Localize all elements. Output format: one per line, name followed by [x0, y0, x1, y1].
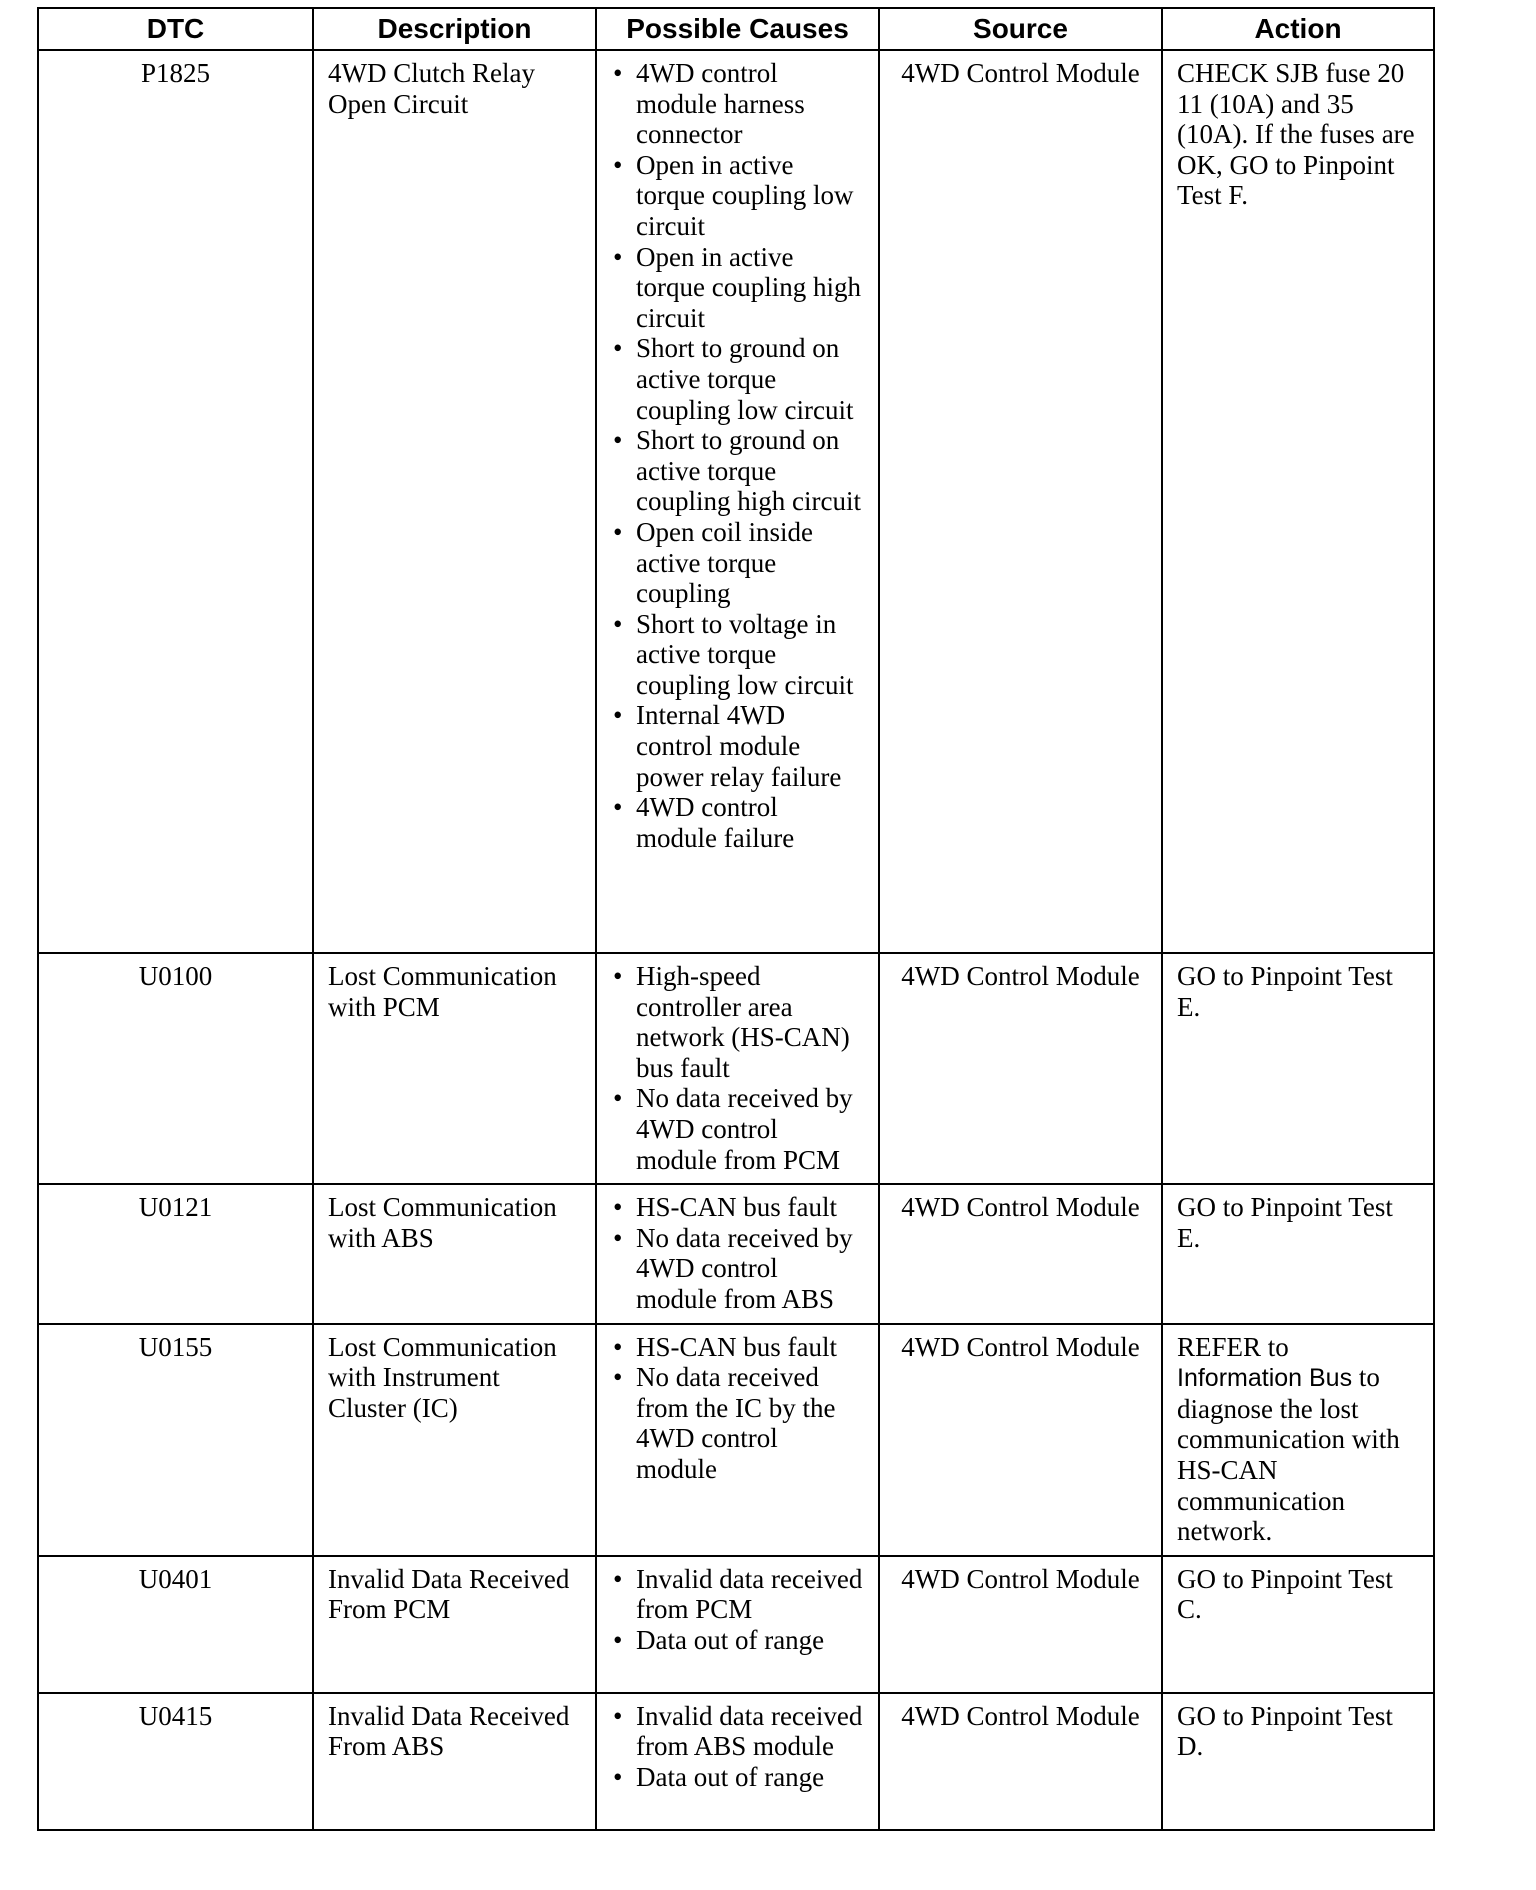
dtc-action: GO to Pinpoint Test E. — [1162, 953, 1434, 1184]
dtc-source: 4WD Control Module — [879, 1693, 1162, 1830]
dtc-action: GO to Pinpoint Test E. — [1162, 1184, 1434, 1323]
dtc-source: 4WD Control Module — [879, 1184, 1162, 1323]
cause-item: • Open in active torque coupling high circuit — [611, 242, 864, 334]
possible-causes — [596, 1556, 879, 1693]
dtc-code: P1825 — [38, 50, 313, 953]
dtc-table — [37, 7, 1435, 1831]
cause-item: • HS-CAN bus fault — [611, 1192, 864, 1223]
cause-item: • Invalid data received from PCM — [611, 1564, 864, 1625]
dtc-description: Lost Communication with Instrument Cluster (IC) — [313, 1324, 596, 1556]
possible-causes — [596, 953, 879, 1184]
cause-item: • 4WD control module harness connector — [611, 58, 864, 150]
table-row — [38, 1184, 1434, 1323]
header-dtc: DTC — [38, 8, 313, 50]
dtc-description: Invalid Data Received From PCM — [313, 1556, 596, 1693]
table-row — [38, 1556, 1434, 1693]
table-row — [38, 1693, 1434, 1830]
dtc-source: 4WD Control Module — [879, 1324, 1162, 1556]
cause-item: • No data received by 4WD control module from ABS — [611, 1223, 864, 1315]
dtc-source: 4WD Control Module — [879, 1556, 1162, 1693]
dtc-code: U0401 — [38, 1556, 313, 1693]
header-description: Description — [313, 8, 596, 50]
dtc-source: 4WD Control Module — [879, 50, 1162, 953]
dtc-action: CHECK SJB fuse 20 11 (10A) and 35 (10A). If the fuses are OK, GO to Pinpoint Test F. — [1162, 50, 1434, 953]
cause-item: • No data received from the IC by the 4WD control module — [611, 1362, 864, 1484]
possible-causes — [596, 1324, 879, 1556]
table-row — [38, 50, 1434, 953]
cause-item: • High-speed controller area network (HS-CAN) bus fault — [611, 961, 864, 1083]
dtc-description: Invalid Data Received From ABS — [313, 1693, 596, 1830]
cause-item: • Data out of range — [611, 1762, 864, 1793]
cause-item: • Short to voltage in active torque coupling low circuit — [611, 609, 864, 701]
dtc-action: GO to Pinpoint Test D. — [1162, 1693, 1434, 1830]
dtc-code: U0415 — [38, 1693, 313, 1830]
header-row — [38, 8, 1434, 50]
cause-item: • Data out of range — [611, 1625, 864, 1656]
header-action: Action — [1162, 8, 1434, 50]
dtc-action — [1162, 1324, 1434, 1556]
table-row — [38, 953, 1434, 1184]
dtc-description: Lost Communication with ABS — [313, 1184, 596, 1323]
cause-item: • 4WD control module failure — [611, 792, 864, 853]
cause-item: • Open coil inside active torque coupling — [611, 517, 864, 609]
possible-causes — [596, 50, 879, 953]
dtc-description: Lost Communication with PCM — [313, 953, 596, 1184]
dtc-description: 4WD Clutch Relay Open Circuit — [313, 50, 596, 953]
cause-item: • Short to ground on active torque coupling low circuit — [611, 333, 864, 425]
action-text: REFER to — [1177, 1331, 1289, 1362]
cause-item: • Open in active torque coupling low circuit — [611, 150, 864, 242]
possible-causes — [596, 1693, 879, 1830]
information-bus-link[interactable]: Information Bus — [1177, 1364, 1353, 1393]
cause-item: • Short to ground on active torque coupling high circuit — [611, 425, 864, 517]
possible-causes — [596, 1184, 879, 1323]
cause-item: • Internal 4WD control module power relay failure — [611, 700, 864, 792]
dtc-code: U0155 — [38, 1324, 313, 1556]
dtc-action: GO to Pinpoint Test C. — [1162, 1556, 1434, 1693]
cause-item: • No data received by 4WD control module from PCM — [611, 1083, 864, 1175]
table-row — [38, 1324, 1434, 1556]
action-text: to diagnose the lost communication with HS-CAN communication network. — [1177, 1362, 1400, 1547]
cause-item: • HS-CAN bus fault — [611, 1332, 864, 1363]
header-possible-causes: Possible Causes — [596, 8, 879, 50]
cause-item: • Invalid data received from ABS module — [611, 1701, 864, 1762]
dtc-code: U0100 — [38, 953, 313, 1184]
header-source: Source — [879, 8, 1162, 50]
dtc-code: U0121 — [38, 1184, 313, 1323]
dtc-source: 4WD Control Module — [879, 953, 1162, 1184]
